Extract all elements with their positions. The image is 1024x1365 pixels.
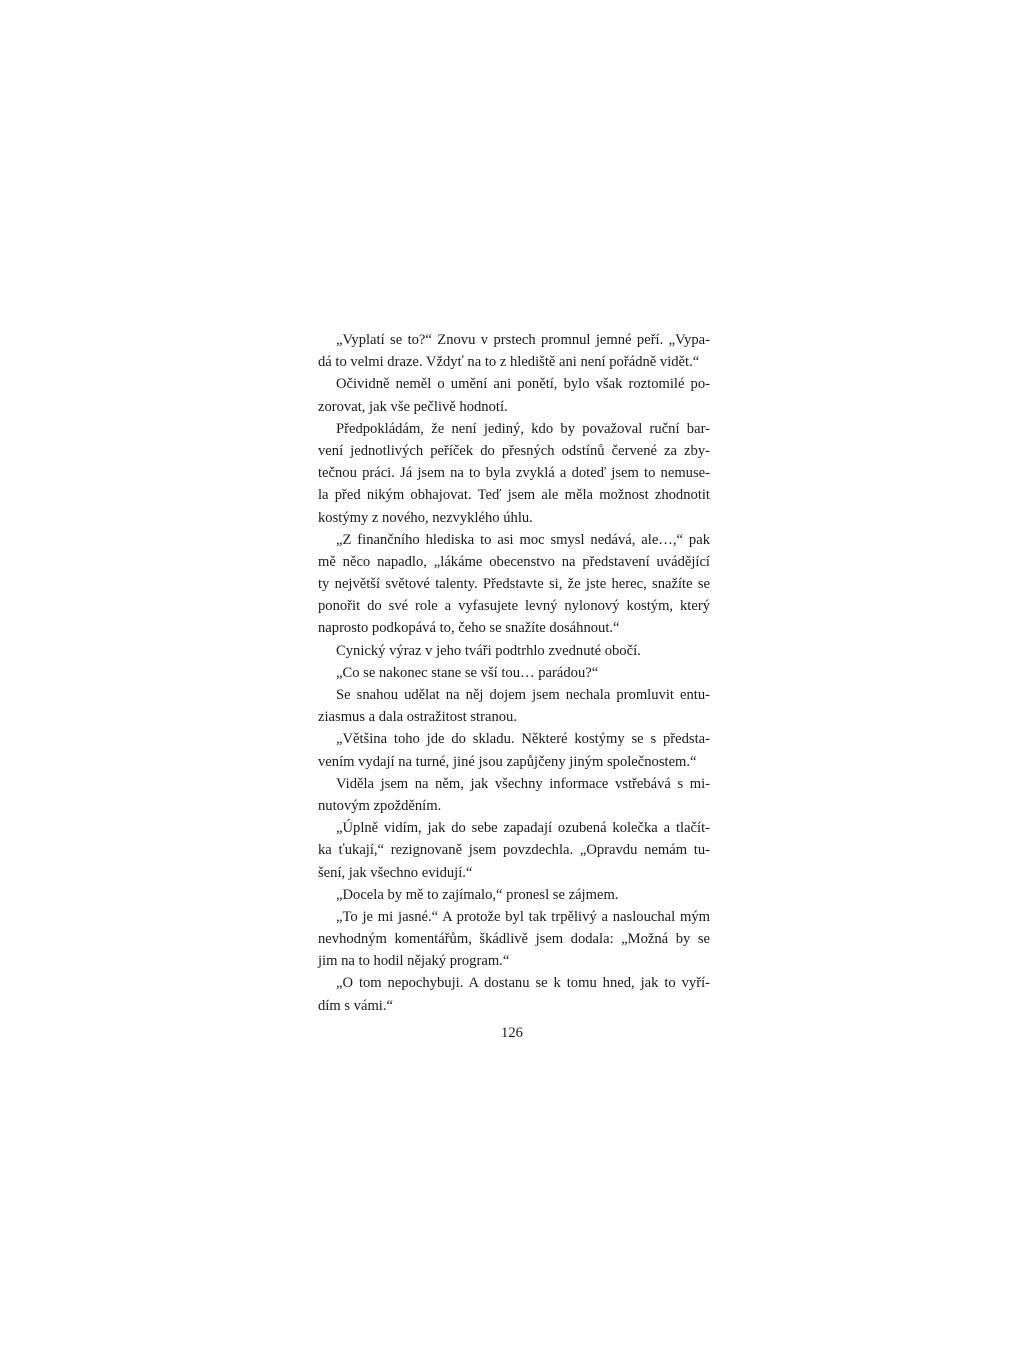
text-line: ty největší světové talenty. Představte si, že jste herec, snažíte se (318, 576, 710, 593)
text-line: la před nikým obhajovat. Teď jsem ale měla možnost zhodnotit (318, 487, 710, 504)
text-line: šení, jak všechno evidují.“ (318, 864, 473, 881)
text-line: Viděla jsem na něm, jak všechny informace vstřebává s mi- (336, 775, 710, 792)
text-line: dím s vámi.“ (318, 997, 393, 1014)
text-line: zorovat, jak vše pečlivě hodnotí. (318, 398, 508, 415)
text-line: dá to velmi draze. Vždyť na to z hlediště ani není pořádně vidět.“ (318, 354, 700, 371)
text-line: ponořit do své role a vyfasujete levný nylonový kostým, který (318, 598, 710, 615)
text-line: nevhodným komentářům, škádlivě jsem dodala: „Možná by se (318, 931, 710, 948)
text-line: „Většina toho jde do skladu. Některé kostýmy se s předsta- (336, 731, 710, 748)
body-text (318, 329, 710, 1017)
text-line: „To je mi jasné.“ A protože byl tak trpělivý a naslouchal mým (336, 908, 710, 925)
text-line: Očividně neměl o umění ani ponětí, bylo však roztomilé po- (336, 376, 710, 393)
text-line: nutovým zpožděním. (318, 797, 442, 814)
page-number: 126 (501, 1025, 523, 1041)
text-line: „O tom nepochybuji. A dostanu se k tomu hned, jak to vyří- (336, 975, 710, 992)
text-line: Cynický výraz v jeho tváři podtrhlo zvednuté obočí. (336, 642, 641, 659)
text-line: „Vyplatí se to?“ Znovu v prstech promnul jemné peří. „Vypa- (336, 332, 710, 348)
text-line: Předpokládám, že není jediný, kdo by považoval ruční bar- (336, 420, 710, 437)
text-line: „Úplně vidím, jak do sebe zapadají ozubená kolečka a tlačít- (336, 820, 710, 837)
text-line: „Z finančního hlediska to asi moc smysl nedává, ale…,“ pak (336, 531, 710, 548)
text-line: mě něco napadlo, „lákáme obecenstvo na představení uvádějící (318, 553, 710, 570)
text-line: vením vydají na turné, jiné jsou zapůjčeny jiným společnostem.“ (318, 753, 697, 770)
text-line: „Docela by mě to zajímalo,“ pronesl se zájmem. (336, 886, 619, 903)
text-line: jim na to hodil nějaký program.“ (318, 953, 510, 970)
text-line: naprosto podkopává to, čeho se snažíte dosáhnout.“ (318, 620, 620, 637)
text-line: „Co se nakonec stane se vší tou… parádou?“ (336, 664, 599, 681)
text-line: tečnou práci. Já jsem na to byla zvyklá a doteď jsem to nemuse- (318, 465, 710, 482)
text-line: ka ťukají,“ rezignovaně jsem povzdechla. „Opravdu nemám tu- (318, 842, 710, 859)
text-line: kostýmy z nového, nezvyklého úhlu. (318, 509, 533, 526)
text-line: Se snahou udělat na něj dojem jsem nechala promluvit entu- (336, 687, 710, 703)
text-line: vení jednotlivých peříček do přesných odstínů červené za zby- (318, 442, 710, 459)
text-line: ziasmus a dala ostražitost stranou. (318, 709, 517, 726)
